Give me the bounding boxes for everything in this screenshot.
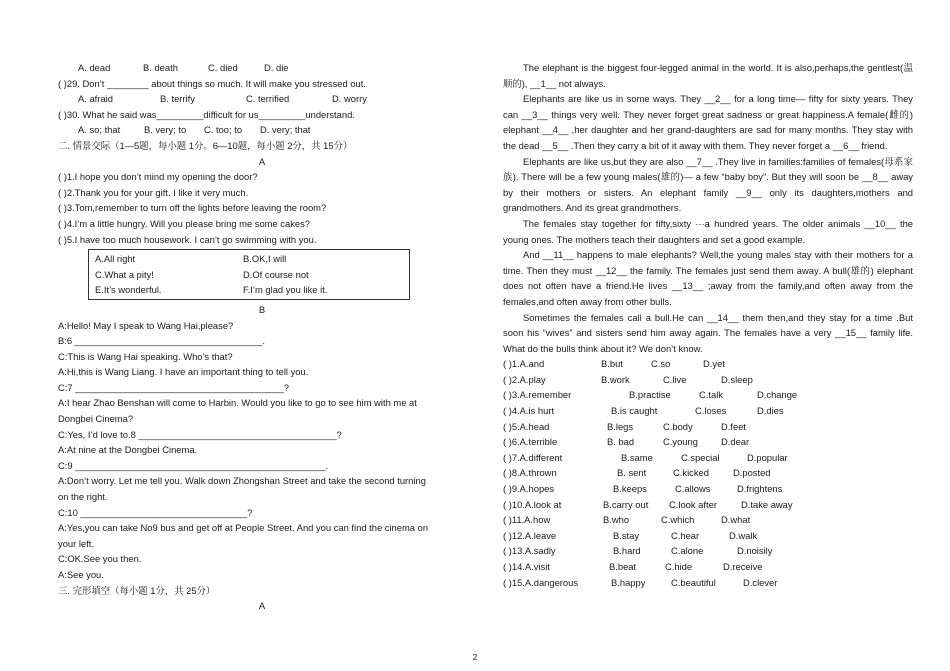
option-text: B.legs <box>607 420 634 432</box>
section3-title: 三. 完形填空（每小题 1分，共 25分） <box>58 584 216 596</box>
option-text: B.happy <box>611 576 646 588</box>
dialogue-line: A:Yes,you can take No9 bus and get off at People Street. And you can find the cinema on <box>58 522 429 534</box>
option-text: D.walk <box>729 529 758 541</box>
option-row <box>503 419 913 435</box>
a-item: ( )3.Tom,remember to turn off the lights before leaving the room? <box>58 202 327 214</box>
option-text: ( )13.A.sadly <box>503 545 556 557</box>
option-text: C.live <box>663 373 687 385</box>
dialogue-line: Dongbei Cinema? <box>58 413 134 425</box>
option-text: A.All right <box>95 253 136 265</box>
option-text: ( )11.A.how <box>503 514 551 526</box>
option-text: B.beat <box>609 561 637 572</box>
q30-options <box>58 122 466 138</box>
option-text: ( )14.A.visit <box>503 561 550 572</box>
option-text: E.It’s wonderful. <box>95 284 162 296</box>
option-text: B.but <box>601 358 623 370</box>
option-text: C. terrified <box>246 93 290 105</box>
option-text: F.I’m glad you like it. <box>243 284 328 296</box>
q29-options <box>58 91 466 107</box>
option-row <box>503 372 913 388</box>
option-text: C.hear <box>671 529 700 541</box>
option-text: C.alone <box>671 545 704 557</box>
option-row <box>503 512 913 528</box>
option-text: C.hide <box>665 561 693 572</box>
option-text: ( )8.A.thrown <box>503 467 557 479</box>
option-text: D.noisily <box>737 545 773 557</box>
option-text: C.loses <box>695 405 727 417</box>
q28-options <box>58 60 466 76</box>
option-text: C.look after <box>669 498 717 510</box>
passage-paragraph: Elephants are like us,but they are also __7__ .They live in families:families of females(母系家族). There will be a few young males(雄的)— a few “baby boy”. But they will soon be __8__ away by their mothers or sisters. An elephant family __9__ only its daughters,mothers and grandmothers. And its great grandmothers. <box>503 155 913 214</box>
option-text: D.receive <box>723 561 763 572</box>
option-row <box>503 559 913 575</box>
option-text: B.practise <box>629 389 671 401</box>
right-column <box>503 60 913 590</box>
option-text: B.hard <box>613 545 641 557</box>
option-text: C.kicked <box>673 467 709 479</box>
dialogue-line: C:9 ________________________________________________. <box>58 459 329 471</box>
dialogue-line: C:7 ________________________________________? <box>58 381 289 393</box>
option-text: C. died <box>208 62 238 73</box>
options-list <box>503 356 913 590</box>
left-column <box>58 60 466 614</box>
option-text: D. die <box>264 62 289 73</box>
option-text: D. worry <box>332 93 367 105</box>
option-text: C.which <box>661 514 695 526</box>
section2-title: 二. 情景交际（1—5题，每小题 1分。6—10题，每小题 2分，共 15分） <box>58 139 353 151</box>
passage-paragraph: Sometimes the females call a bull.He can __14__ them then,and they stay for a time .But soon his “wives” and sisters send him away again. The females have a very __15__ family life. What do the bulls think about it? We don’t know. <box>503 311 913 354</box>
option-text: D.dear <box>721 436 750 448</box>
option-text: A. afraid <box>78 93 113 105</box>
option-text: ( )9.A.hopes <box>503 483 555 495</box>
passage-paragraph: The elephant is the biggest four-legged animal in the world. It is also,perhaps,the gentlest(温顺的), __1__ not always. <box>503 62 913 89</box>
option-row <box>503 387 913 403</box>
dialogue-line: C:OK.See you then. <box>58 553 142 565</box>
option-text: ( )7.A.different <box>503 451 563 463</box>
dialogue-line: A:At nine at the Dongbei Cinema. <box>58 444 198 456</box>
option-text: B.is caught <box>611 405 658 417</box>
option-text: ( )15.A.dangerous <box>503 576 579 588</box>
part-a2-label: A <box>258 600 266 612</box>
a-item: ( )5.I have too much housework. I can’t go swimming with you. <box>58 233 317 245</box>
option-text: C.body <box>663 420 693 432</box>
option-text: D.popular <box>747 451 788 463</box>
option-row <box>503 434 913 450</box>
dialogue-line: A:Don’t worry. Let me tell you. Walk down Zhongshan Street and take the second turning <box>58 475 426 487</box>
option-row <box>503 543 913 559</box>
page-number: 2 <box>472 653 478 662</box>
option-text: B. terrify <box>160 93 195 105</box>
q29: ( )29. Don’t ________ about things so much. It will make you stressed out. <box>58 77 366 89</box>
option-text: D. very; that <box>260 124 311 136</box>
option-text: D.take away <box>741 498 793 510</box>
dialogue-line: A:I hear Zhao Benshan will come to Harbin. Would you like to go to see him with me at <box>58 397 417 409</box>
part-a-label: A <box>258 155 266 167</box>
dialogue-line: A:See you. <box>58 569 104 580</box>
option-text: D.clever <box>743 576 778 588</box>
option-text: ( )6.A.terrible <box>503 436 558 448</box>
option-text: D.frightens <box>737 483 783 495</box>
dialogue-line: A:Hello! May I speak to Wang Hai,please? <box>58 319 234 331</box>
option-text: B.who <box>603 514 630 526</box>
option-text: B.carry out <box>603 498 649 510</box>
a-item: ( )4.I’m a little hungry. Will you please bring me some cakes? <box>58 217 311 229</box>
option-text: C.special <box>681 451 720 463</box>
option-text: A. so; that <box>78 124 121 136</box>
option-text: ( )3.A.remember <box>503 389 572 401</box>
option-text: B.keeps <box>613 483 647 495</box>
option-text: B.OK,I will <box>243 253 287 265</box>
option-text: A. dead <box>78 62 111 73</box>
option-text: D.what <box>721 514 751 526</box>
option-text: C. too; to <box>204 124 243 136</box>
option-text: B. bad <box>607 436 635 448</box>
part-b-label: B <box>258 303 266 315</box>
option-text: ( )12.A.leave <box>503 529 557 541</box>
option-text: C.allows <box>675 483 711 495</box>
dialogue-line: C:Yes, I’d love to.8 ______________________________________? <box>58 428 342 440</box>
option-row <box>503 528 913 544</box>
option-text: D.yet <box>703 358 725 370</box>
option-text: C.young <box>663 436 698 448</box>
option-text: ( )10.A.look at <box>503 498 562 510</box>
passage-paragraph: The females stay together for fifty,sixty ···a hundred years. The older animals __10__ the young ones. The mothers teach their daughters and set a good example. <box>503 217 913 245</box>
dialogue-line: C:10 ________________________________? <box>58 506 253 518</box>
option-row <box>503 465 913 481</box>
dialogue-line: on the right. <box>58 491 108 503</box>
option-text: B.stay <box>613 529 640 541</box>
option-text: D.change <box>757 389 798 401</box>
passage-paragraph: And __11__ happens to male elephants? Well,the young males stay with their mothers for a time. Then they must __12__ the family. The females just send them away. A bull(雄的) elephant does not often have a friend.He lives __13__ ;away from the family,and often away from the females,and often away from other bulls. <box>503 249 913 307</box>
option-text: B. very; to <box>144 124 187 136</box>
answer-options-box <box>88 249 410 300</box>
option-text: ( )5.A.head <box>503 420 550 432</box>
option-row <box>503 403 913 419</box>
option-text: ( )4.A.is hurt <box>503 405 555 417</box>
passage-paragraph: Elephants are like us in some ways. They __2__ for a long time— fifty for sixty years. They can __3__ things very well. They never forget great sadness or great happiness.A female(雌的) elephant __4__ ,her daughter and her grand-daughters are sad for many months. They stay with the dead __5__ .Then they carry a bit of it away with them. They never forget a __6__ friend. <box>503 93 913 151</box>
option-text: D.sleep <box>721 373 753 385</box>
option-text: C.What a pity! <box>95 268 154 280</box>
option-row <box>503 481 913 497</box>
option-text: B.same <box>621 451 653 463</box>
option-text: D.feet <box>721 420 747 432</box>
option-text: D.posted <box>733 467 771 479</box>
option-text: ( )1.A.and <box>503 358 545 370</box>
dialogue-line: your left. <box>58 537 94 549</box>
option-row <box>503 575 913 591</box>
dialogue-line: C:This is Wang Hai speaking. Who’s that? <box>58 350 233 362</box>
option-text: B. death <box>143 62 178 73</box>
option-text: C.so <box>651 358 671 370</box>
q30: ( )30. What he said was_________difficult for us_________understand. <box>58 108 355 120</box>
dialogue-line: A:Hi,this is Wang Liang. I have an important thing to tell you. <box>58 366 309 378</box>
option-row <box>503 356 913 372</box>
a-item: ( )1.I hope you don’t mind my opening the door? <box>58 171 258 183</box>
option-text: B.work <box>601 373 630 385</box>
option-row <box>503 450 913 466</box>
option-text: C.talk <box>699 389 723 401</box>
dialogue-line: B:6 ____________________________________. <box>58 335 265 347</box>
a-item: ( )2.Thank you for your gift. I like it very much. <box>58 186 249 198</box>
option-text: D.dies <box>757 405 784 417</box>
option-text: D.Of course not <box>243 268 309 280</box>
option-row <box>503 497 913 513</box>
option-text: C.beautiful <box>671 576 716 588</box>
option-text: ( )2.A.play <box>503 373 546 385</box>
option-text: B. sent <box>617 467 647 479</box>
